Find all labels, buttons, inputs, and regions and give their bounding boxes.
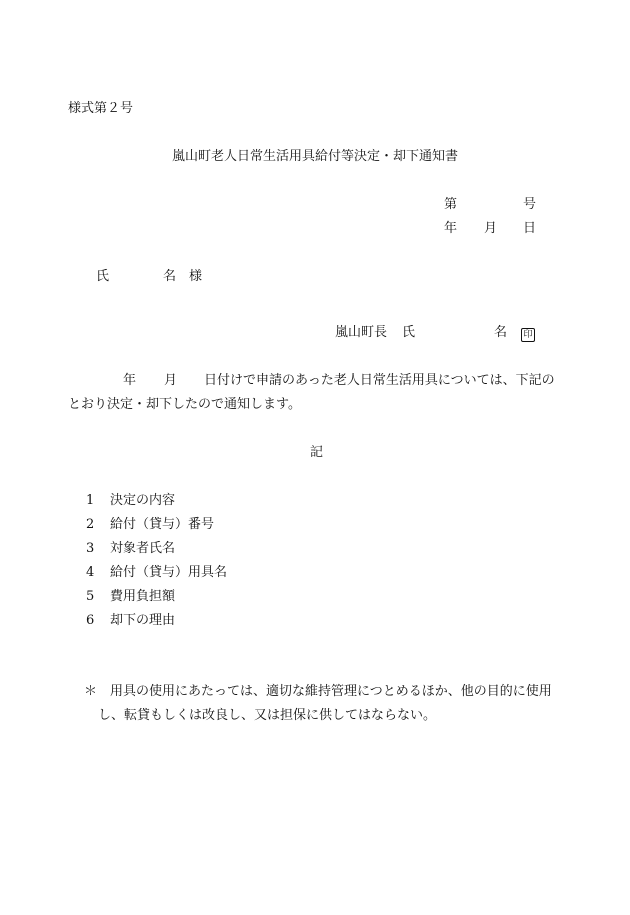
- ki-heading: 記: [310, 445, 324, 460]
- doc-number-suffix: 号: [523, 197, 537, 212]
- recipient-mei: 名: [163, 269, 177, 284]
- item-label: 費用負担額: [110, 589, 176, 604]
- item-label: 決定の内容: [110, 493, 176, 508]
- recipient-sama: 様: [189, 269, 203, 284]
- item-label: 給付（貸与）番号: [110, 517, 215, 532]
- note-line2: し、転貸もしくは改良し、又は担保に供してはならない。: [98, 708, 437, 723]
- document-title: 嵐山町老人日常生活用具給付等決定・却下通知書: [172, 149, 459, 164]
- body-line2: とおり決定・却下したので通知します。: [68, 397, 301, 412]
- item-label: 対象者氏名: [110, 541, 176, 556]
- item-number: 5: [86, 589, 95, 604]
- note-asterisk: ＊: [84, 684, 98, 699]
- date-year: 年: [444, 221, 458, 236]
- issuer-shi: 氏: [402, 325, 416, 340]
- body-line1: 日付けで申請のあった老人日常生活用具については、下記の: [204, 373, 555, 388]
- item-number: 2: [86, 517, 95, 532]
- issuer-title: 嵐山町長: [335, 325, 388, 340]
- issuer-mei: 名: [494, 325, 508, 340]
- item-number: 6: [86, 613, 95, 628]
- item-number: 4: [86, 565, 95, 580]
- recipient-shi: 氏: [96, 269, 110, 284]
- date-day: 日: [523, 221, 537, 236]
- item-number: 1: [86, 493, 95, 508]
- form-number: 様式第２号: [68, 101, 134, 116]
- item-label: 給付（貸与）用具名: [110, 565, 228, 580]
- doc-number-prefix: 第: [444, 197, 458, 212]
- item-label: 却下の理由: [110, 613, 176, 628]
- seal-icon: 印: [521, 328, 535, 342]
- note-line1: 用具の使用にあたっては、適切な維持管理につとめるほか、他の目的に使用: [110, 684, 552, 699]
- date-month: 月: [484, 221, 498, 236]
- body-year: 年: [123, 373, 137, 388]
- seal-mark: [521, 326, 535, 342]
- body-month: 月: [164, 373, 178, 388]
- item-number: 3: [86, 541, 95, 556]
